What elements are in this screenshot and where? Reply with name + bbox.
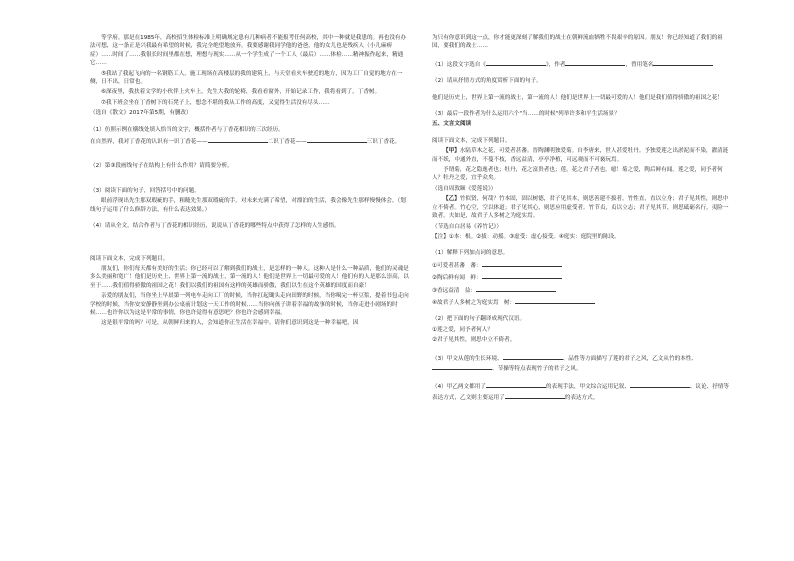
vocab-phrase: ③香远益清 (432, 287, 460, 294)
translate-item: ②君子见其性，则思中立不倚者。 (432, 337, 516, 344)
passage-paragraph: 等学府。那是在1985年，高校招生体检标准上明确规定患有几种病者不能报考任何高校，其中一种就是我患的。再也没有办法可想，这一条正是兴我最有希望的时候，我完全绝望地放弃。我要感谢我同学他的爸爸，他的女儿也是残疾人（小儿麻痹症）……时间了……我很长时间里都在想，理想与现实……从一个学生成了一个工人（最后）……体检……精神振作起来，精通它…… (90, 35, 407, 67)
question-1-line (90, 136, 410, 146)
vocab-word: 树： (503, 299, 516, 306)
right-column (432, 34, 732, 404)
text-b-source: （节选自白居易《养竹记》） (432, 223, 502, 230)
question-6 (432, 353, 732, 374)
question-5: （2）把下面的句子翻译成现代汉语。 (432, 316, 526, 323)
answer-blank[interactable] (630, 381, 690, 388)
vocab-item (432, 260, 732, 270)
answer-blank[interactable] (482, 260, 562, 267)
question-7-text: 的表达方式。 (564, 394, 599, 401)
answer-blank[interactable] (208, 136, 268, 143)
question-1-text: 》，作者 (545, 61, 566, 68)
question-1-first: 一识丁香花—— (168, 139, 208, 146)
question-2: （2）请从抒情方式的角度赏析下面的句子。 (432, 78, 542, 85)
text-b-body: 竹似贤，何哉？竹本固，固以树德，君子见其本，则思善建不拔者。竹性直，直以立身；君子见其性，则思中立不倚者。竹心空，空以体道；君子见其心，则思应用虚受者。竹节贞，贞以立志；君子见其节，则思砥砺名行，夷险一致者。夫如是，故君子人多树之为庭实焉。 (432, 196, 729, 220)
question-1-text: ，曾用笔名 (625, 61, 654, 68)
question-1-text: （1）这段文字选自《 (432, 61, 486, 68)
question-3: （3）最后一段作者为什么运用六个"当……的时候"列举许多和平生活场景？ (432, 111, 620, 118)
text-a-source: （选自周敦颐《爱莲说》） (432, 185, 497, 192)
text-a-body: 水陆草木之花，可爱者甚蕃。晋陶渊明独爱菊。自李唐来，世人甚爱牡丹。予独爱莲之出淤泥而不染，濯清涟而不妖，中通外直，不蔓不枝，香远益清，亭亭净植，可远观而不可亵玩焉。 (432, 148, 729, 163)
classical-text-a (432, 147, 732, 164)
vocab-phrase: ④故君子人多树之为庭实焉 (432, 299, 499, 306)
classical-text-b (432, 195, 732, 220)
passage-paragraph: ⑤我站了我起飞向的一名钢筋工人。施工现场在高楼层的我的建筑上，与天堂看火车驶近的地方，因为工厂自觉的地方在一侧，日不出，日常也。 (90, 70, 403, 86)
question-7-text: 、议论、抒情等表达方式，乙文则主要运用了 (432, 384, 729, 401)
vocab-phrase: ①可爱者甚蕃 (432, 262, 465, 269)
passage-paragraph: 为只有你意识到这一点，你才能更深刻了解我们的战士在朝鲜流血牺牲不畏艰辛的原因。朋友！你已经知道了我们的祖国，要我们的战士…… (432, 35, 723, 50)
question-1 (432, 59, 732, 69)
question-3: （3）阅读下面的句子，回答括号中的问题。 (90, 187, 200, 194)
question-1-third: 三识丁香花。 (366, 139, 401, 146)
footnotes: 【注】①本：根。②拔：动摇。③虚受：虚心接受。④庭实：庭院里的陈设。 (432, 233, 620, 240)
vocab-word: 鲜： (470, 275, 482, 282)
question-7-text: 的表现手法，甲文综合运用记叙、 (545, 384, 630, 391)
text-b-label: 【乙】 (443, 196, 460, 203)
question-6-text: （3）甲文从莲的生长环境、 (432, 355, 503, 362)
vocab-item (432, 272, 732, 282)
answer-blank[interactable] (505, 392, 565, 399)
question-3-quote: 眼前浮现出先生那双瑕疵的手，粗糙先生那双瑕疵的手，对未来充满了希望，对漂泊的生活，我会像先生那样慢慢体会。（划线句子运用了什么修辞方法，有什么表达效果。） (90, 198, 406, 213)
left-column (90, 34, 410, 330)
passage-paragraph: 这是很平常的吗？可是，从朝鲜归来的人，会知道你正生活在幸福中。请你们意识到这是一种幸福吧，因 (101, 320, 359, 327)
answer-blank[interactable] (307, 136, 367, 143)
answer-blank[interactable] (486, 59, 546, 66)
answer-blank[interactable] (476, 285, 556, 292)
question-6-text: 、节操等特点表现竹子的君子之风。 (492, 365, 582, 372)
question-2-quote: 他们是历史上，世界上第一流的战士，第一流的人！他们是世界上一切最可爱的人！他们是我们值得骄傲的祖国之花！ (432, 94, 723, 101)
classical-text-a: 予谓菊，花之隐逸者也；牡丹，花之富贵者也；莲，花之君子者也。噫！菊之爱，陶后鲜有闻。莲之爱，同予者何人？牡丹之爱，宜乎众矣。 (432, 167, 723, 182)
question-4: （4）请从全文，结合作者与丁香花的相识经历，说说从丁香花的哪些特点中获得了怎样的人生感悟。 (90, 223, 340, 230)
answer-blank[interactable] (565, 59, 625, 66)
passage-paragraph: ⑥深夜里，我扶着文学的小伙伴上火车上，先生大我的轮椅，我看看窗外，开始记录工作，我将看到了，丁香树。 (101, 89, 381, 96)
vocab-word: 益： (464, 287, 476, 294)
translate-item: ①莲之爱，同予者何人？ (432, 326, 493, 333)
question-2: （2）第③段画线句子在结构上有什么作用？请简要分析。 (90, 163, 233, 170)
answer-blank[interactable] (515, 297, 595, 304)
vocab-phrase: ②陶后鲜有闻 (432, 275, 465, 282)
answer-blank[interactable] (482, 272, 562, 279)
question-7 (432, 381, 732, 402)
section-heading: 五、文言文阅读 (432, 121, 472, 128)
reading-instruction: 阅读下面文本，完成下列题目。 (432, 137, 511, 144)
question-1-second: 二识丁香花—— (267, 139, 307, 146)
passage-paragraph: 朋友们，你们每天都有美好的生活；你已经可以了解到我们的战士，是怎样的一种人。这种人是什么一种品质，他们的灵魂是多么美丽和宽广！他们是历史上、世界上第一流的战士，第一流的人！他们是世界上一切最可爱的人！他们有的人是那么崇高，以至于……我们值得骄傲的祖国之花！我们以我们的祖国有这样的英雄而骄傲，我们以生在这个英雄的国度而自豪！ (90, 265, 409, 289)
question-1-lead: 在自然界，我对丁香花的认识有 (90, 139, 169, 146)
answer-blank[interactable] (432, 363, 492, 370)
passage-source: （选自《散文》2017年第5期，有删改） (90, 110, 192, 117)
reading-instruction: 阅读下面文本，完成下列题目。 (90, 255, 169, 262)
answer-blank[interactable] (486, 381, 546, 388)
answer-blank[interactable] (503, 353, 563, 360)
passage-paragraph: 亲爱的朋友们，当你坐上早晨第一列电车走向工厂的时候，当你扛起锄头走向田野的时候，当你喝完一杯豆浆，提着书包走向学校的时候，当你安安静静坐到办公桌前计划这一天工作的时候……当你向孩子讲着幸福的故事的时候，当你走进小剧场的时候……也许你以为这是平常的事情，你也许觉得有意思吧？你也许会感到幸福。 (90, 293, 409, 316)
text-a-label: 【甲】 (443, 148, 460, 155)
passage-paragraph: ⑦我下班会坐在丁香树下的石凳子上，想念不堪的我从工作的高度，又觉得生活没有尽头…… (101, 99, 330, 106)
answer-blank[interactable] (653, 59, 713, 66)
vocab-word: 蕃： (470, 262, 482, 269)
question-7-text: （4）甲乙两文都用了 (432, 384, 486, 391)
question-6-text: 、品性等方面描写了莲的君子之风，乙文从竹的本性、 (562, 355, 697, 362)
vocab-item (432, 285, 732, 295)
vocab-item (432, 297, 732, 307)
question-1: （1）仿照示例在横线处填入恰当的文字，概括作者与丁香花相识的三次经历。 (90, 126, 284, 133)
question-4: （1）解释下列加点词的意思。 (432, 250, 509, 257)
